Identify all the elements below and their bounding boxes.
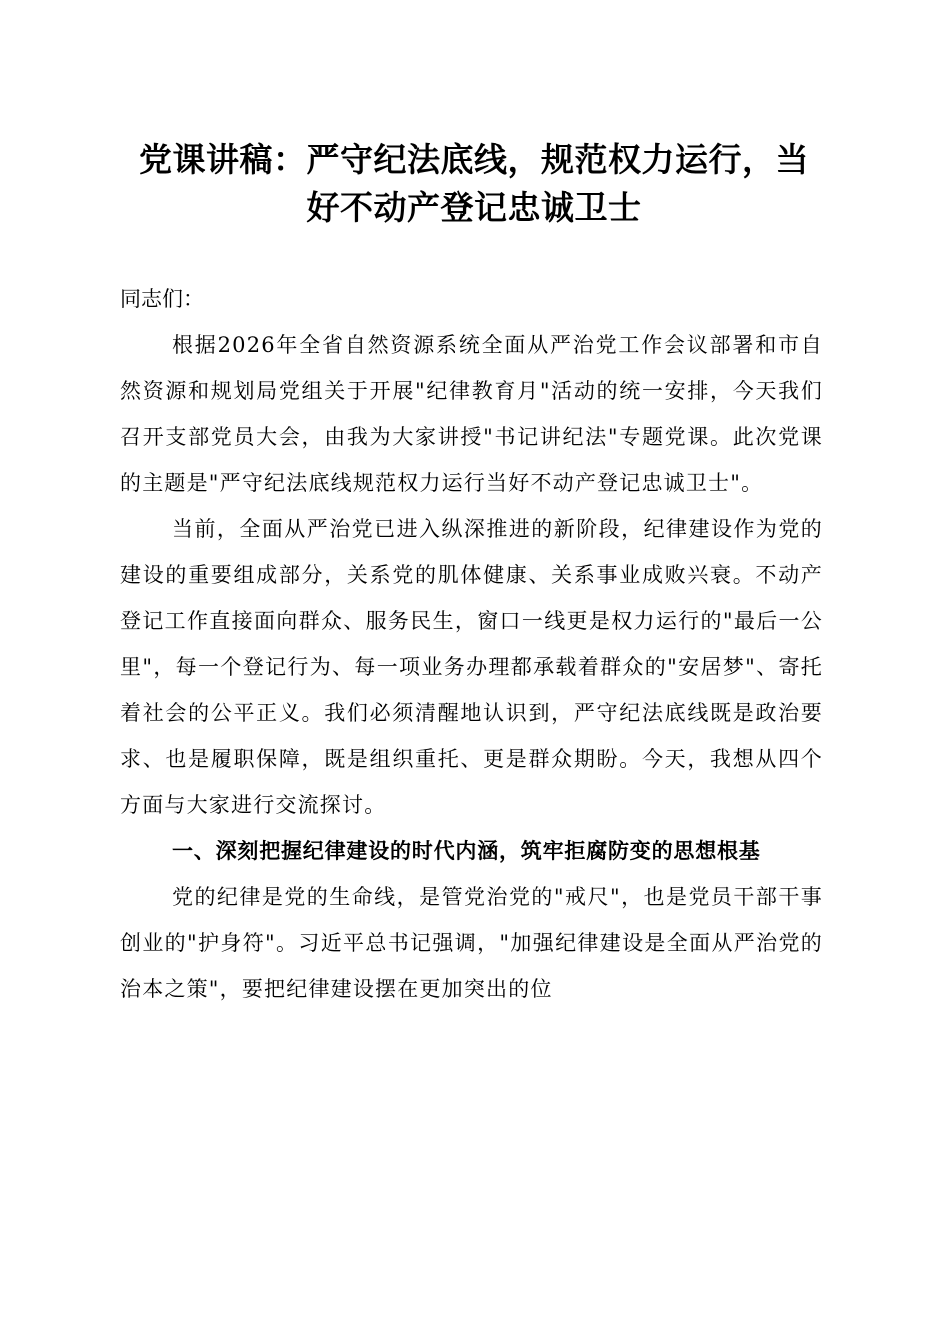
document-title (118, 136, 830, 232)
title-line-2: 好不动产登记忠诚卫士 (306, 188, 642, 227)
title-line-1: 党课讲稿：严守纪法底线，规范权力运行，当 (139, 140, 809, 179)
body-paragraph-1: 根据2026年全省自然资源系统全面从严治党工作会议部署和市自然资源和规划局党组关于开展"纪律教育月"活动的统一安排，今天我们召开支部党员大会，由我为大家讲授"书记讲纪法"专题党课。此次党课的主题是"严守纪法底线规范权力运行当好不动产登记忠诚卫士"。 (120, 333, 823, 495)
salutation: 同志们： (120, 287, 204, 311)
document-body (120, 276, 823, 1012)
section-heading-1: 一、深刻把握纪律建设的时代内涵，筑牢拒腐防变的思想根基 (172, 839, 761, 863)
section-paragraph-1: 党的纪律是党的生命线，是管党治党的"戒尺"，也是党员干部干事创业的"护身符"。习近平总书记强调，"加强纪律建设是全面从严治党的治本之策"，要把纪律建设摆在更加突出的位 (120, 885, 823, 1001)
body-paragraph-2: 当前，全面从严治党已进入纵深推进的新阶段，纪律建设作为党的建设的重要组成部分，关系党的肌体健康、关系事业成败兴衰。不动产登记工作直接面向群众、服务民生，窗口一线更是权力运行的"最后一公里"，每一个登记行为、每一项业务办理都承载着群众的"安居梦"、寄托着社会的公平正义。我们必须清醒地认识到，严守纪法底线既是政治要求、也是履职保障，既是组织重托、更是群众期盼。今天，我想从四个方面与大家进行交流探讨。 (120, 517, 823, 817)
